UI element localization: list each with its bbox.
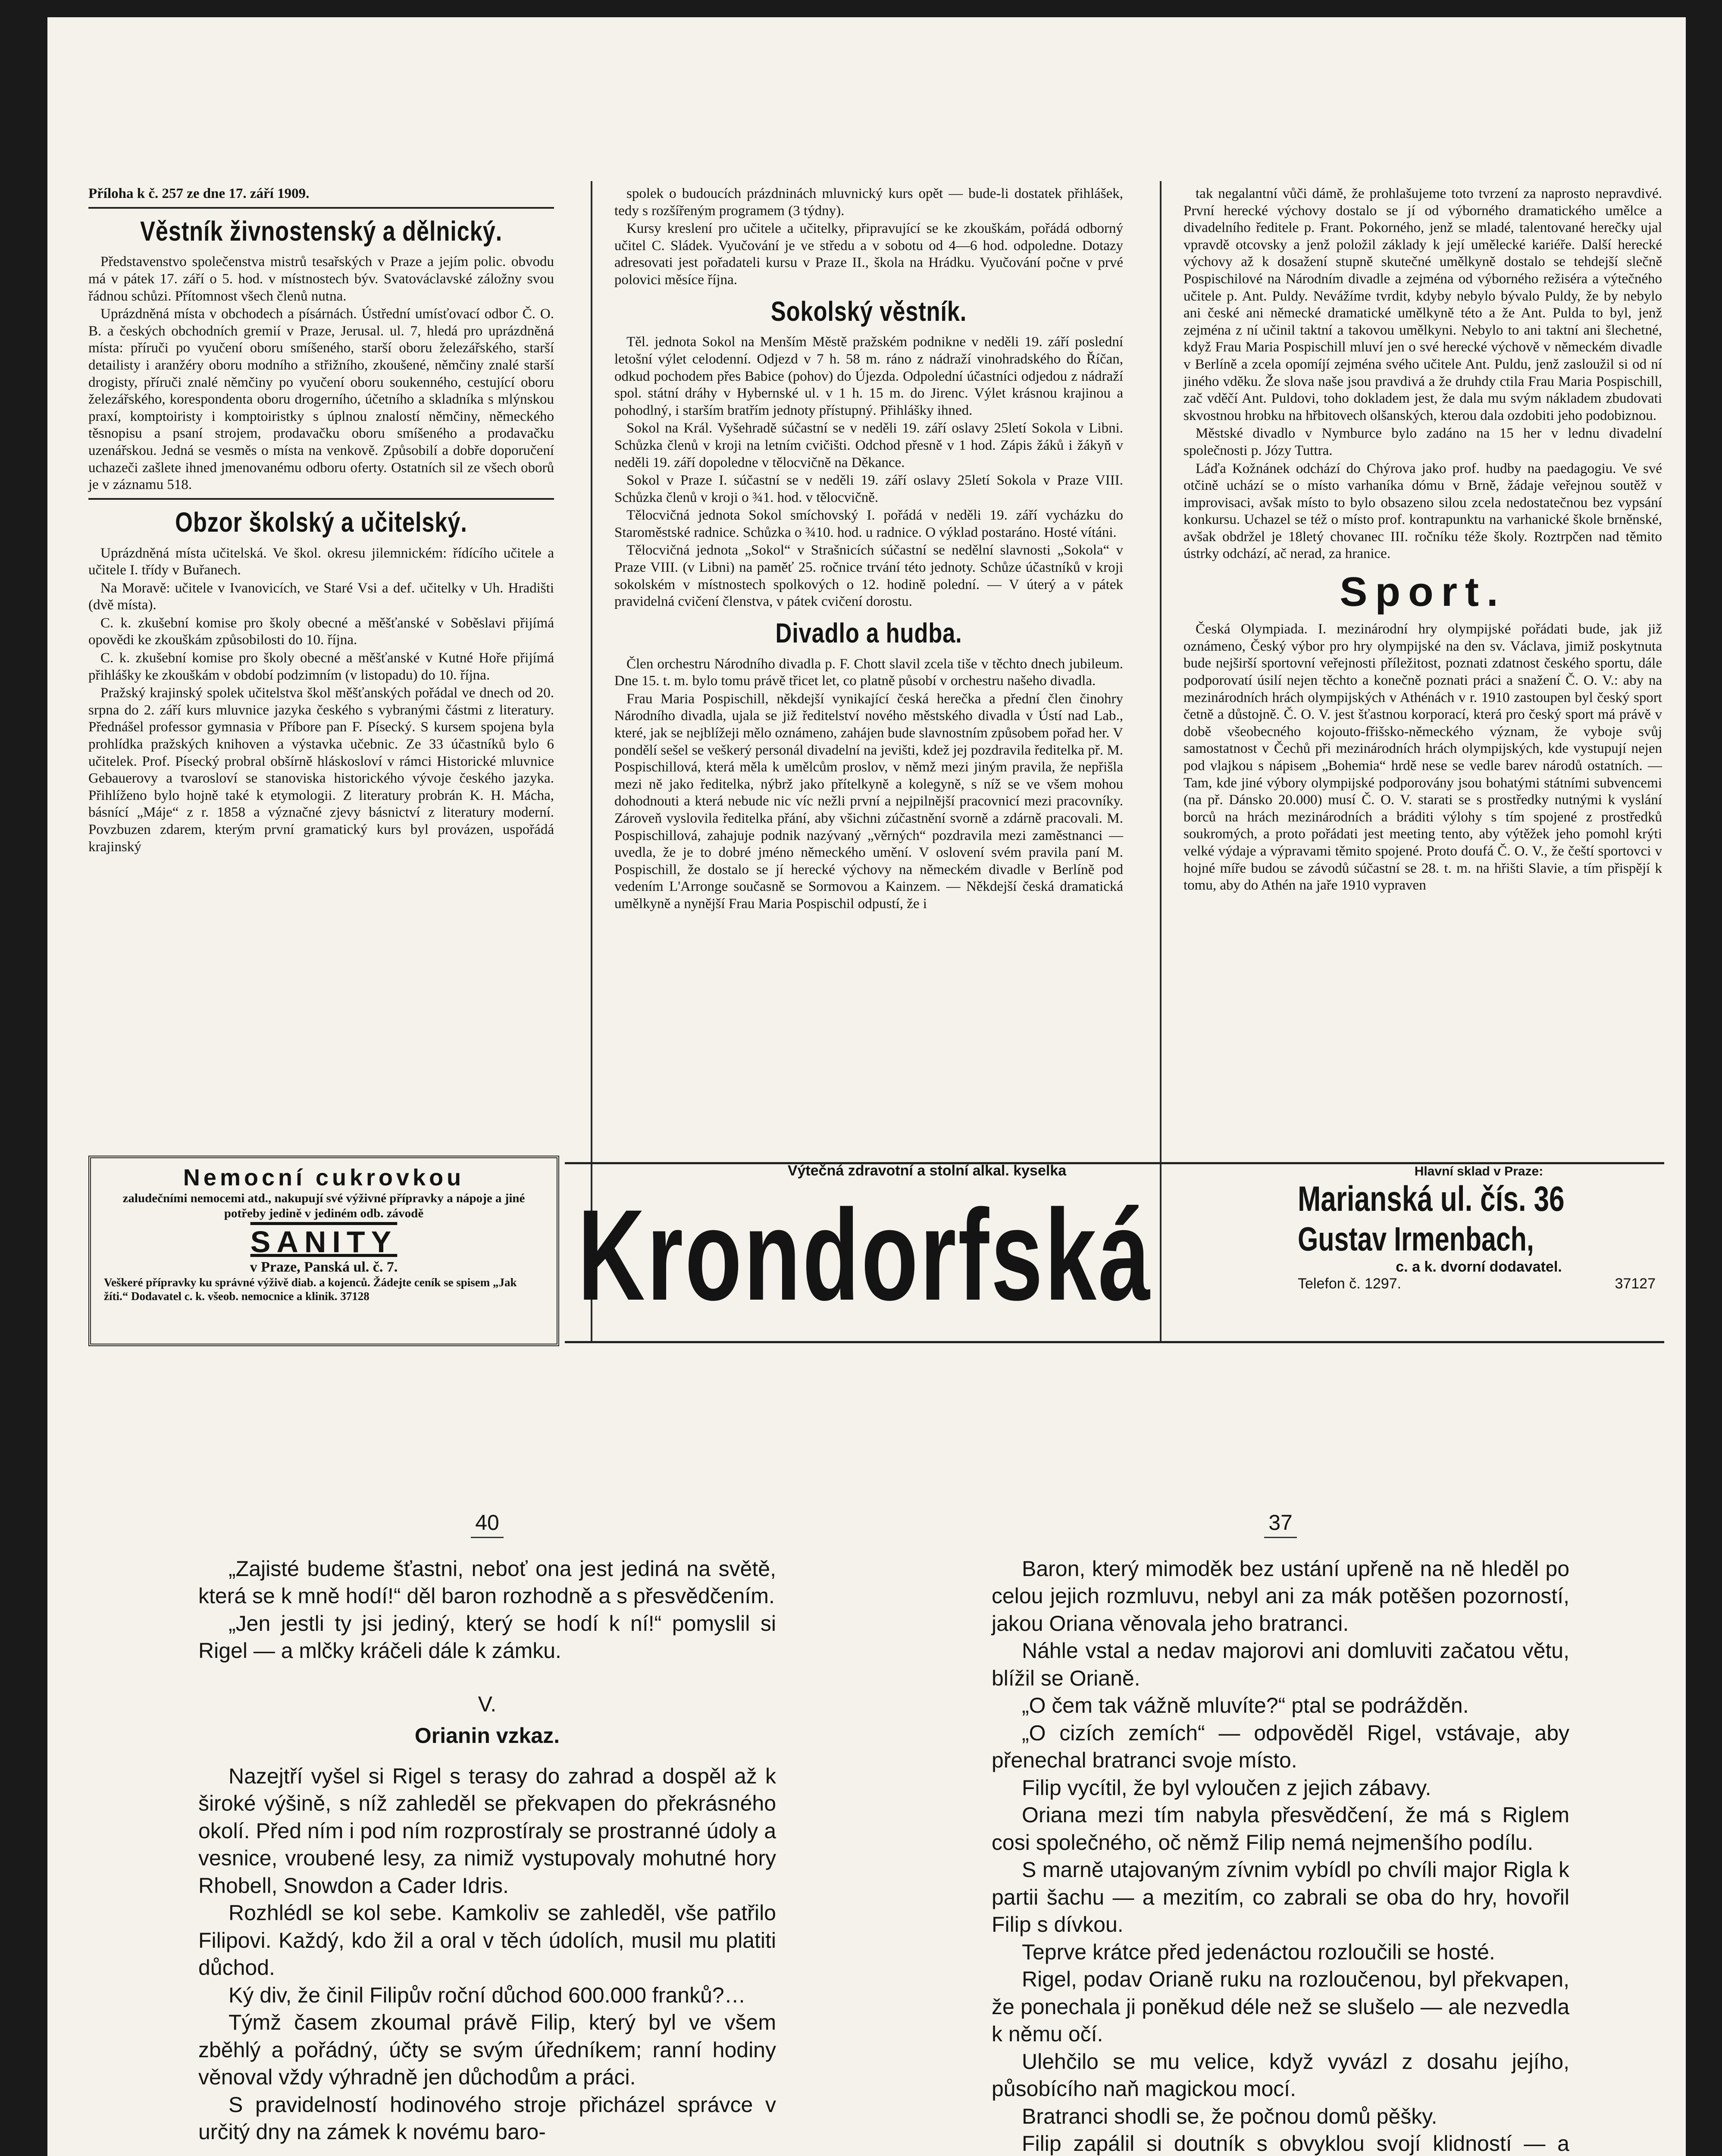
ad-address: Marianská ul. čís. 36 [1298, 1179, 1565, 1219]
article-paragraph: Člen orchestru Národního divadla p. F. Chott slavil zcela tiše v těchto dnech jubileum. Dne 15. t. m. bylo tomu právě třicet let, co platně působí v orchestru našeho divadla. [614, 656, 1123, 689]
advertisement-sanity [88, 1156, 559, 1346]
article-paragraph: C. k. zkušební komise pro školy obecné a měšťanské v Soběslavi přijímá opovědi ke zkouškám způsobilosti do 10. října. [88, 615, 554, 648]
book-paragraph: „Jen jestli ty jsi jediný, který se hodí k ní!“ pomyslil si Rigel — a mlčky kráčeli dále k zámku. [198, 1611, 776, 1663]
article-paragraph: Sokol na Král. Vyšehradě súčastní se v neděli 19. září oslavy 25letí Sokola v Libni. Schůzka členů v kroji na letním cvičišti. Odchod přesně v 1 hod. Zápis žáků i žákyň v neděli 19. září dopoledne v tělocvičně na Děkance. [614, 420, 1123, 470]
column-1 [88, 185, 554, 856]
column-3 [1183, 185, 1662, 895]
article-paragraph: Uprázdněná místa učitelská. Ve škol. okresu jilemnickém: řídícího učitele a učitele I. třídy v Buřanech. [88, 545, 554, 578]
article-paragraph: Pražský krajinský spolek učitelstva škol měšťanských pořádal ve dnech od 20. srpna do 2. září kurs mluvnice jazyka českého s vybranými částmi z literatury. Přednášel professor gymnasia v Příbore pan F. Písecký. S kursem spojena byla prohlídka pražských knihoven a výstavka učebnic. Ze 33 účastníků bylo 6 učitelek. Prof. Písecký probral obšírně hláskosloví v rámci Historické mluvnice Gebauerovy a tvarosloví se stanoviska historického vývoje českého jazyka. Přihlíženo bylo hojně také k etymologii. Z literatury probrán K. H. Mácha, básnící „Máje“ z r. 1858 a význačné zjevy básnictví z literatury moderní. Povzbuzen zdarem, kterým první gramatický kurs byl provázen, uspořádá krajinský [88, 685, 554, 855]
ad-brand: SANITY [250, 1225, 398, 1259]
page-number: 40 [198, 1509, 776, 1538]
newspaper-page [47, 17, 1686, 2156]
book-paragraph: Rigel, podav Orianě ruku na rozloučenou, byl překvapen, že ponechala ji poněkud déle než se slušelo — ale nezvedla k němu očí. [992, 1967, 1569, 2046]
book-paragraph: Ký div, že činil Filipův roční důchod 600.000 franků?… [229, 1983, 746, 2007]
ad-contact [1298, 1164, 1660, 1292]
book-page-left [198, 1509, 776, 2146]
book-paragraph: Týmž časem zkoumal právě Filip, který byl ve všem zběhlý a pořádný, účty se svým úředníkem; ranní hodiny věnoval vždy výhradně jen důchodům a práci. [198, 2010, 776, 2089]
book-paragraph: Baron, který mimoděk bez ustání upřeně na ně hleděl po celou jejich rozmluvu, nebyl ani za mák potěšen pozorností, jakou Oriana věnovala jeho bratranci. [992, 1556, 1569, 1636]
book-paragraph: Oriana mezi tím nabyla přesvědčení, že má s Riglem cosi společného, oč němž Filip nemá nejmenšího podílu. [992, 1803, 1569, 1855]
article-paragraph: tak negalantní vůči dámě, že prohlašujeme toto tvrzení za naprosto nepravdivé. První herecké výchovy dostalo se jí od výborného dramatického umělce a divadelního ředitele p. Frant. Pokorného, jenž se mladé, talentované herečky ujal vpravdě otcovsky a jenž položil základy k její umělecké kariéře. Další herecké výchovy až k dosažení stupně skutečné umělkyně dostalo se tehdejší slečně Pospischilové na Národním divadle a zejména od výborného režiséra a výtečného učitele p. Ant. Puldy. Nevážíme tvrdit, kdyby nebylo bývalo Puldy, že by nebylo ani české ani německé dramatické umělkyně této a že Ant. Pulda to byl, jenž zejména z ní učinil taktní a takovou umělkyni. Nebylo to ani taktní ani šlechetné, když Frau Maria Pospischill mluví jen o své herecké výchově v německém divadle v Berlíně a zcela opomíjí zejména svého učitele Ant. Puldu, jenž zasloužil si od ní jiného vděku. Že slova naše jsou pravdivá a že druhdy ctila Frau Maria Pospischill, zač vděčí Ant. Puldovi, toho dokladem jest, že dala mu svým nákladem zbudovati skvostnou hrobku na hřbitovech olšanských, kterou dala ozdobiti jeho podobiznou. [1183, 186, 1662, 423]
article-paragraph: C. k. zkušební komise pro školy obecné a měšťanské v Kutné Hoře přijímá přihlášky ke zkouškám v období podzimním (v listopadu) do 10. října. [88, 650, 554, 683]
article-paragraph: Frau Maria Pospischill, někdejší vynikající česká herečka a přední člen činohry Národního divadla, ujala se již ředitelství nového městského divadla v Ústí nad Lab., které, jak se nejblížeji mělo oznámeno, zahájen bude slavnostním způsobem pořad her. V pondělí sešel se veškerý personál divadelní na jevišti, kdež jej pozdravila ředitelka př. M. Pospischillová, která měla k umělcům proslov, v němž mezi jiným pravila, že nepřišla mezi ně jako ředitelka, nýbrž jako přítelkyně a kolegyně, s níž se ve všem mohou dohodnouti a která nebude nic víc nežli první a nejpilnější pracovnicí mezi pracovníky. Zároveň vyslovila ředitelka přání, aby všichni zúčastnění svorně a zdárně pracovali. M. Pospischillová, zahajuje podnik nazývaný „věrných“ pozdravila mezi zaměstnanci — uvedla, že je to dobré jméno německého umění. V oslovení svém pravila paní M. Pospischill, že dostalo se jí herecké výchovy na německém divadle v Berlíně pod vedením L'Arronge současně se Sormovou a Kainzem. — Někdejší česká dramatická umělkyně a nynější Frau Maria Pospischil odpustí, že i [614, 691, 1123, 912]
ad-text: Hlavní sklad v Praze: [1414, 1164, 1544, 1178]
book-paragraph: „O čem tak vážně mluvíte?“ ptal se podrážděn. [1022, 1693, 1469, 1717]
book-paragraph: Nazejtří vyšel si Rigel s terasy do zahrad a dospěl až k široké výšině, s níž zahleděl se překvapen do překrásného okolí. Před ním i pod ním rozprostíraly se prostranné údoly a vesnice, vroubené lesy, za nimiž vystupovaly mohutné hory Rhobell, Snowdon a Cader Idris. [198, 1764, 776, 1898]
article-paragraph: Tělocvičná jednota Sokol smíchovský I. pořádá v neděli 19. září vycházku do Staroměstské radnice. Schůzka o ¾10. hod. u radnice. O výklad postaráno. Hosté vítáni. [614, 508, 1123, 540]
book-page-right [992, 1509, 1569, 2156]
book-paragraph: Náhle vstal a nedav majorovi ani domluviti začatou větu, blížil se Orianě. [992, 1639, 1569, 1690]
chapter-number: V. [478, 1692, 497, 1716]
article-paragraph: spolek o budoucích prázdninách mluvnický kurs opět — bude-li dostatek přihlášek, tedy s rozšířeným programem (3 týdny). [614, 186, 1123, 219]
book-paragraph: Rozhlédl se kol sebe. Kamkoliv se zahleděl, vše patřilo Filipovi. Každý, kdo žil a oral v těch údolích, musil mu platiti důchod. [198, 1901, 776, 1980]
article-paragraph: Tělocvičná jednota „Sokol“ v Strašnicích súčastní se nedělní slavnosti „Sokola“ v Praze VIII. (v Libni) na paměť 25. ročnice trvání této jednoty. Schůze účastníků v kroji sokolském v místnostech spolkových o 12. hodině polední. — V úterý a v pátek pravidelná cvičení členstva, v pátek cvičení dorostu. [614, 542, 1123, 610]
ad-phone-row [1298, 1275, 1660, 1292]
article-paragraph: Uprázdněná místa v obchodech a písárnách. Ústřední umísťovací odbor Č. O. B. a českých obchodních gremií v Praze, Jerusal. ul. 7, hledá pro uprázdněná místa: příruči po vyučení oboru smíšeného, starší oboru železářského, starší detailisty i aranžéry oboru modního a střižního, zkoušené, němčiny znalé starší drogisty, příruči znalé němčiny po vyučení oboru soukenného, cestující oboru železářského, korespondenta oboru drogerního, účetního a skladníka s mlýnskou praxí, komptoiristy i komptoiristky s úplnou znalostí němčiny, německého těsnopisu a psaní strojem, prodavačku oboru smíšeného a prodavačku uzenářskou. Jedná se vesměs o místa na venkově. Způsobilí a dobře doporučení uchazeči zašlete ihned jmenovanému odboru oferty. Ostatních sil ze všech oborů je v záznamu 518. [88, 306, 554, 493]
article-paragraph: Představenstvo společenstva mistrů tesařských v Praze a jejím polic. obvodu má v pátek 17. září o 5. hod. v místnostech býv. Svatováclavské záložny svou řádnou schůzi. Přítomnost všech členů nutna. [88, 254, 554, 304]
article-paragraph: Sokol v Praze I. súčastní se v neděli 19. září oslavy 25letí Sokola v Praze VIII. Schůzka členů v kroji o ¾1. hod. v tělocvičně. [614, 473, 1123, 505]
ad-brand: Krondorfská [578, 1182, 1152, 1327]
ad-address: v Praze, Panská ul. č. 7. [250, 1259, 398, 1275]
article-paragraph: Městské divadlo v Nymburce bylo zadáno na 15 her v lednu divadelní společnosti p. Józy Tuttra. [1183, 426, 1662, 458]
book-paragraph: „Zajisté budeme šťastni, neboť ona jest jediná na světě, která se k mně hodí!“ děl baron rozhodně a s přesvědčením. [198, 1556, 776, 1608]
article-paragraph: Na Moravě: učitele v Ivanovicích, ve Staré Vsi a def. učitelky v Uh. Hradišti (dvě místa). [88, 580, 554, 613]
book-paragraph: Filip vycítil, že byl vyloučen z jejich zábavy. [1022, 1775, 1431, 1800]
ad-number: 37127 [1615, 1275, 1656, 1292]
ad-headline: Nemocní cukrovkou [183, 1165, 465, 1191]
divider [88, 207, 554, 209]
article-paragraph: Těl. jednota Sokol na Menším Městě pražském podnikne v neděli 19. září poslední letošní výlet celodenní. Odjezd v 7 h. 58 m. ráno z nádraží vinohradského do Říčan, odkud pochodem přes Babice (pohov) do Újezda. Odpolední účastníci odjedou z nádraží spol. státní dráhy v Hybernské ul. v 1 h. 15 m. do Jirenc. Výlet krásnou krajinou a pohodlný, i starším bratřím jednoty přístupný. Přihlášky ihned. [614, 334, 1123, 418]
divider [88, 498, 554, 500]
ad-merchant: Gustav Irmenbach, [1298, 1220, 1534, 1258]
book-paragraph: Filip zapálil si doutník s obvyklou svojí klidností — a [1022, 2131, 1569, 2156]
section-title-school: Obzor školský a učitelský. [175, 506, 467, 538]
chapter-title: Orianin vzkaz. [414, 1724, 560, 1748]
ad-text: zaludečními nemocemi atd., nakupují své výživné přípravky a nápoje a jiné potřeby jedině v jediném odb. závodě [122, 1191, 525, 1220]
book-paragraph: „O cizích zemích“ — odpověděl Rigel, vstávaje, aby přenechal bratranci svoje místo. [992, 1720, 1569, 1772]
ad-text: c. a k. dvorní dodavatel. [1396, 1259, 1562, 1275]
issue-header: Příloha k č. 257 ze dne 17. září 1909. [88, 186, 310, 201]
book-paragraph: Teprve krátce před jedenáctou rozloučili se hosté. [1022, 1940, 1495, 1964]
book-paragraph: Ulehčilo se mu velice, když vyvázl z dosahu jejího, působícího naň magickou mocí. [992, 2049, 1569, 2101]
ad-tagline: Výtečná zdravotní a stolní alkal. kyselka [787, 1163, 1067, 1179]
advertisement-krondorf [565, 1162, 1664, 1343]
section-title-trade: Věstník živnostenský a dělnický. [140, 215, 503, 247]
section-title-sokol: Sokolský věstník. [770, 295, 967, 327]
article-paragraph: Česká Olympiada. I. mezinárodní hry olympijské pořádati bude, jak již oznámeno, Český výbor pro hry olympijské na den sv. Václava, jimiž poskytnuta bude nejširší sportovní veřejnosti příležitost, poznati zdatnost českého sportu, dále podporovatí úsilí nejen těchto a konečně poznati práci a snažení Č. O. V.: aby na mezinárodních hrách olympijských v Athénách v r. 1910 zastoupen byl český sport četně a důstojně. Č. O. V. jest šťastnou korporací, která pro český sport má právě v době všeobecného kojouto-fřišsko-německého význam, že vyboje svůj samostatnost v Čechů při mezinárodních hrách olympijských, kde vystupují nejen pod vlajkou s nápisem „Bohemia“ hrdě nese se vedle barev národů ostatních. — Tam, kde jiné výbory olympijské podporovány jsou bohatými státními subvencemi (na př. Dánsko 20.000) musí Č. O. V. starati se s prostředky nutnými k vyslání borců na hrách mezinárodních a bráditi výlohy s tím spojené z prostředků soukromých, a proto pořádati jest meeting tento, aby výtěžek jeho pomohl krýti velké výdaje a výpravami těmito spojené. Proto doufá Č. O. V., že čeští sportovci v hojné míře budou se závodů súčastní se 28. t. m. na hřišti Slavie, a tím přispějí k tomu, aby do Athén na jaře 1910 vypraven [1183, 621, 1662, 893]
book-paragraph: S pravidelností hodinového stroje přicházel správce v určitý dny na zámek k novému baro- [198, 2092, 776, 2144]
ad-text: Veškeré přípravky ku správné výživě diab. a kojenců. Žádejte ceník se spisem „Jak žíti.“ Dodavatel c. k. všeob. nemocnice a klinik. 37128 [104, 1275, 517, 1303]
column-2 [614, 185, 1123, 914]
ad-phone: Telefon č. 1297. [1298, 1275, 1402, 1292]
article-paragraph: Láďa Kožnánek odchází do Chýrova jako prof. hudby na paedagogiu. Ve své otčině uchází se o místo varhaníka dómu v Brně, žádaje veřejnou soutěž v improvisaci, avšak místo to bylo obsazeno silou zcela nedostatečnou bez vypsání konkursu. Uchazel se též o místo prof. kontrapunktu na varhanické škole brněnské, avšak obdržel je 18letý chovanec III. ročníku téže školy. Roztrpčen nad těmito ústrky odchází, ač nerad, za hranice. [1183, 461, 1662, 562]
book-paragraph: Bratranci shodli se, že počnou domů pěšky. [1022, 2104, 1437, 2128]
article-paragraph: Kursy kreslení pro učitele a učitelky, připravující se ke zkouškám, pořádá odborný učitel C. Sládek. Vyučování je ve středu a v sobotu od 4—6 hod. odpoledne. Dotazy adresovati jest pořadateli kursu v Praze II., škola na Hrádku. Vyučování počne v prvé polovici měsíce října. [614, 221, 1123, 288]
section-title-sport: Sport. [1340, 569, 1506, 615]
page-number: 37 [992, 1509, 1569, 1538]
book-paragraph: S marně utajovaným zívnim vybídl po chvíli major Rigla k partii šachu — a mezitím, co zabrali se oba do hry, hovořil Filip s dívkou. [992, 1858, 1569, 1937]
section-title-theatre: Divadlo a hudba. [775, 617, 962, 649]
